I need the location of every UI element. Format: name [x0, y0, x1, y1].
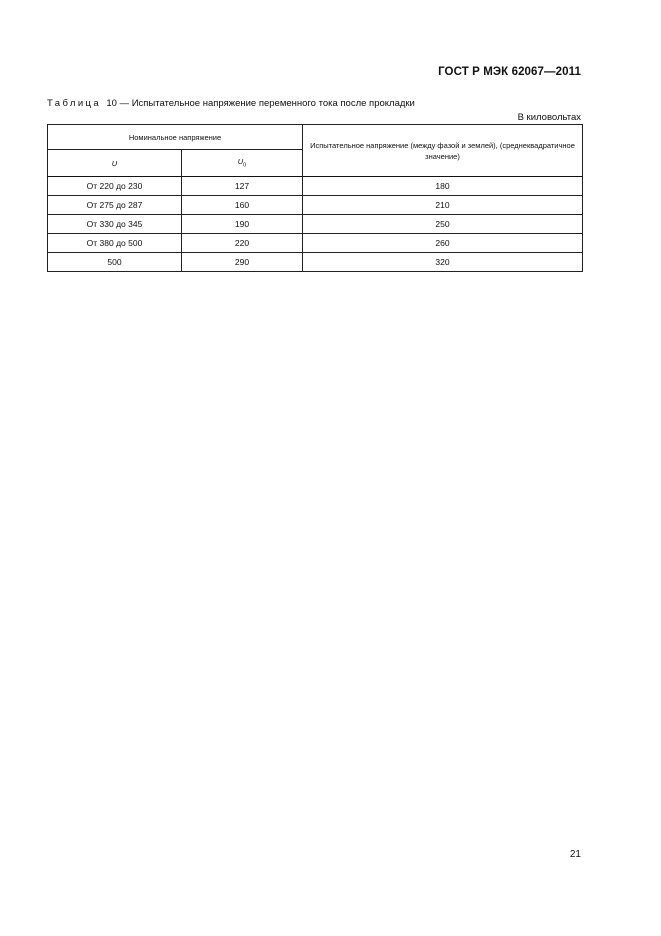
table-header — [48, 125, 583, 177]
header-u0-main: U — [237, 157, 244, 167]
table-caption-prefix: Таблица — [47, 98, 102, 109]
test-voltage-table — [47, 124, 583, 272]
table-row — [48, 177, 583, 196]
cell-u: От 330 до 345 — [48, 215, 182, 234]
header-u0-subscript: 0 — [243, 162, 247, 169]
table-header-row — [48, 125, 583, 150]
cell-u: От 380 до 500 — [48, 234, 182, 253]
table-row — [48, 215, 583, 234]
cell-u: От 275 до 287 — [48, 196, 182, 215]
table-caption — [47, 98, 415, 109]
table-row — [48, 234, 583, 253]
cell-u0: 190 — [182, 215, 303, 234]
page-number: 21 — [569, 849, 581, 860]
cell-test-voltage: 180 — [303, 177, 583, 196]
header-u: U — [48, 150, 182, 177]
table-row — [48, 253, 583, 272]
header-test-voltage: Испытательное напряжение (между фазой и землей), (среднеквадратичное значение) — [303, 125, 583, 177]
cell-u0: 290 — [182, 253, 303, 272]
header-nominal-voltage: Номинальное напряжение — [48, 125, 303, 150]
cell-u: 500 — [48, 253, 182, 272]
table-body — [48, 177, 583, 272]
cell-test-voltage: 320 — [303, 253, 583, 272]
cell-u0: 220 — [182, 234, 303, 253]
cell-u0: 127 — [182, 177, 303, 196]
table-row — [48, 196, 583, 215]
header-u0 — [182, 150, 303, 177]
table-caption-text: 10 — Испытательное напряжение переменного тока после прокладки — [106, 98, 415, 109]
cell-test-voltage: 250 — [303, 215, 583, 234]
cell-test-voltage: 260 — [303, 234, 583, 253]
cell-u0: 160 — [182, 196, 303, 215]
cell-test-voltage: 210 — [303, 196, 583, 215]
table-units: В киловольтах — [517, 112, 581, 123]
cell-u: От 220 до 230 — [48, 177, 182, 196]
document-standard-header: ГОСТ Р МЭК 62067—2011 — [438, 66, 581, 78]
